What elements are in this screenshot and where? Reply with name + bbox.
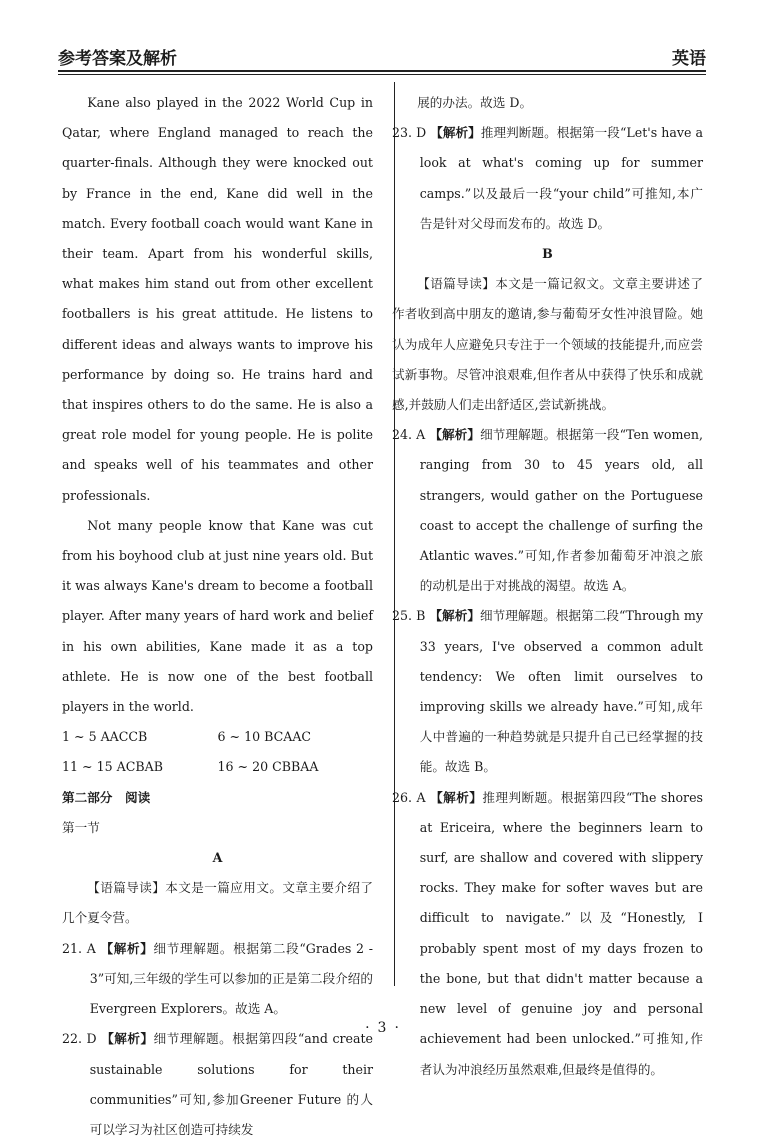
header-rule-thin: [58, 74, 706, 75]
passage-heading-b: B: [542, 246, 553, 262]
right-column: [392, 88, 703, 1085]
left-column: [62, 88, 373, 1145]
answer-row-2: [62, 752, 373, 782]
explanation-24: 24. A 【解析】细节理解题。根据第一段“Ten women, ranging from 30 to 45 years old, all strangers, would gather on the Portuguese coast to accept the challenge of surfing the Atlantic waves.”可知,作者参加葡萄牙冲浪之旅的动机是出于对挑战的渴望。故选 A。: [392, 427, 703, 594]
section-heading: 第一节: [62, 819, 100, 835]
header-rule-thick: [58, 70, 706, 72]
reading-guide-b: 【语篇导读】本文是一篇记叙文。文章主要讲述了作者收到高中朋友的邀请,参与葡萄牙女性冲浪冒险。她认为成年人应避免只专注于一个领域的技能提升,而应尝试新事物。尽管冲浪艰难,但作者从中获得了快乐和成就感,并鼓励人们走出舒适区,尝试新挑战。: [392, 276, 703, 413]
part-heading: 第二部分 阅读: [62, 789, 151, 805]
explanation-26: 26. A 【解析】推理判断题。根据第四段“The shores at Ericeira, where the beginners learn to surf, are shallow and covered with slippery rocks. They make for softer waves but are difficult to navigate.”以及“Honestly, I probably spent most of my days frozen to the bone, but that didn't matter because a new level of genuine joy and personal achievement had been unlocked.”可推知,作者认为冲浪经历虽然艰难,但最终是值得的。: [392, 789, 703, 1077]
answer-group: 6 ~ 10 BCAAC: [217, 729, 312, 745]
header-subject: 英语: [672, 49, 706, 69]
explanation-21: 21. A 【解析】细节理解题。根据第二段“Grades 2 - 3”可知,三年级的学生可以参加的正是第二段介绍的Evergreen Explorers。故选 A。: [62, 940, 373, 1017]
answer-group: 1 ~ 5 AACCB: [62, 729, 148, 745]
answer-group: 11 ~ 15 ACBAB: [62, 759, 163, 775]
reading-guide-a: 【语篇导读】本文是一篇应用文。文章主要介绍了几个夏令营。: [62, 880, 373, 926]
explanation-23: 23. D 【解析】推理判断题。根据第一段“Let's have a look at what's coming up for summer camps.”以及最后一段“your child”可推知,本广告是针对父母而发布的。故选 D。: [392, 125, 703, 231]
answer-group: 16 ~ 20 CBBAA: [217, 759, 319, 775]
header-title: 参考答案及解析: [58, 49, 177, 69]
passage-paragraph-2: Not many people know that Kane was cut from his boyhood club at just nine years old. But it was always Kane's dream to become a football player. After many years of hard work and belief in his own abilities, Kane made it as a top athlete. He is now one of the best football players in the world.: [62, 517, 373, 715]
passage-paragraph-1: Kane also played in the 2022 World Cup in Qatar, where England managed to reach the quarter-finals. Although they were knocked out by France in the end, Kane did well in the match. Every football coach would want Kane in their team. Apart from his wonderful skills, what makes him stand out from other excellent footballers is his great attitude. He listens to different ideas and always wants to improve his performance by doing so. He trains hard and that inspires others to do the same. He is also a great role model for young people. He is polite and speaks well of his teammates and other professionals.: [62, 95, 373, 503]
page-number: · 3 ·: [365, 1020, 399, 1036]
explanation-25: 25. B 【解析】细节理解题。根据第二段“Through my 33 years, I've observed a common adult tendency: We often limit ourselves to improving skills we already have.”可知,成年人中普遍的一种趋势就是只提升自己已经掌握的技能。故选 B。: [392, 608, 703, 775]
page-header: [58, 40, 706, 74]
passage-heading-a: A: [212, 850, 223, 866]
explanation-22-continued: 展的办法。故选 D。: [417, 95, 533, 110]
answer-row-1: [62, 722, 373, 752]
explanation-22: 22. D 【解析】细节理解题。根据第四段“and create sustainable solutions for their communities”可知,参加Greener Future 的人可以学习为社区创造可持续发: [62, 1031, 374, 1137]
